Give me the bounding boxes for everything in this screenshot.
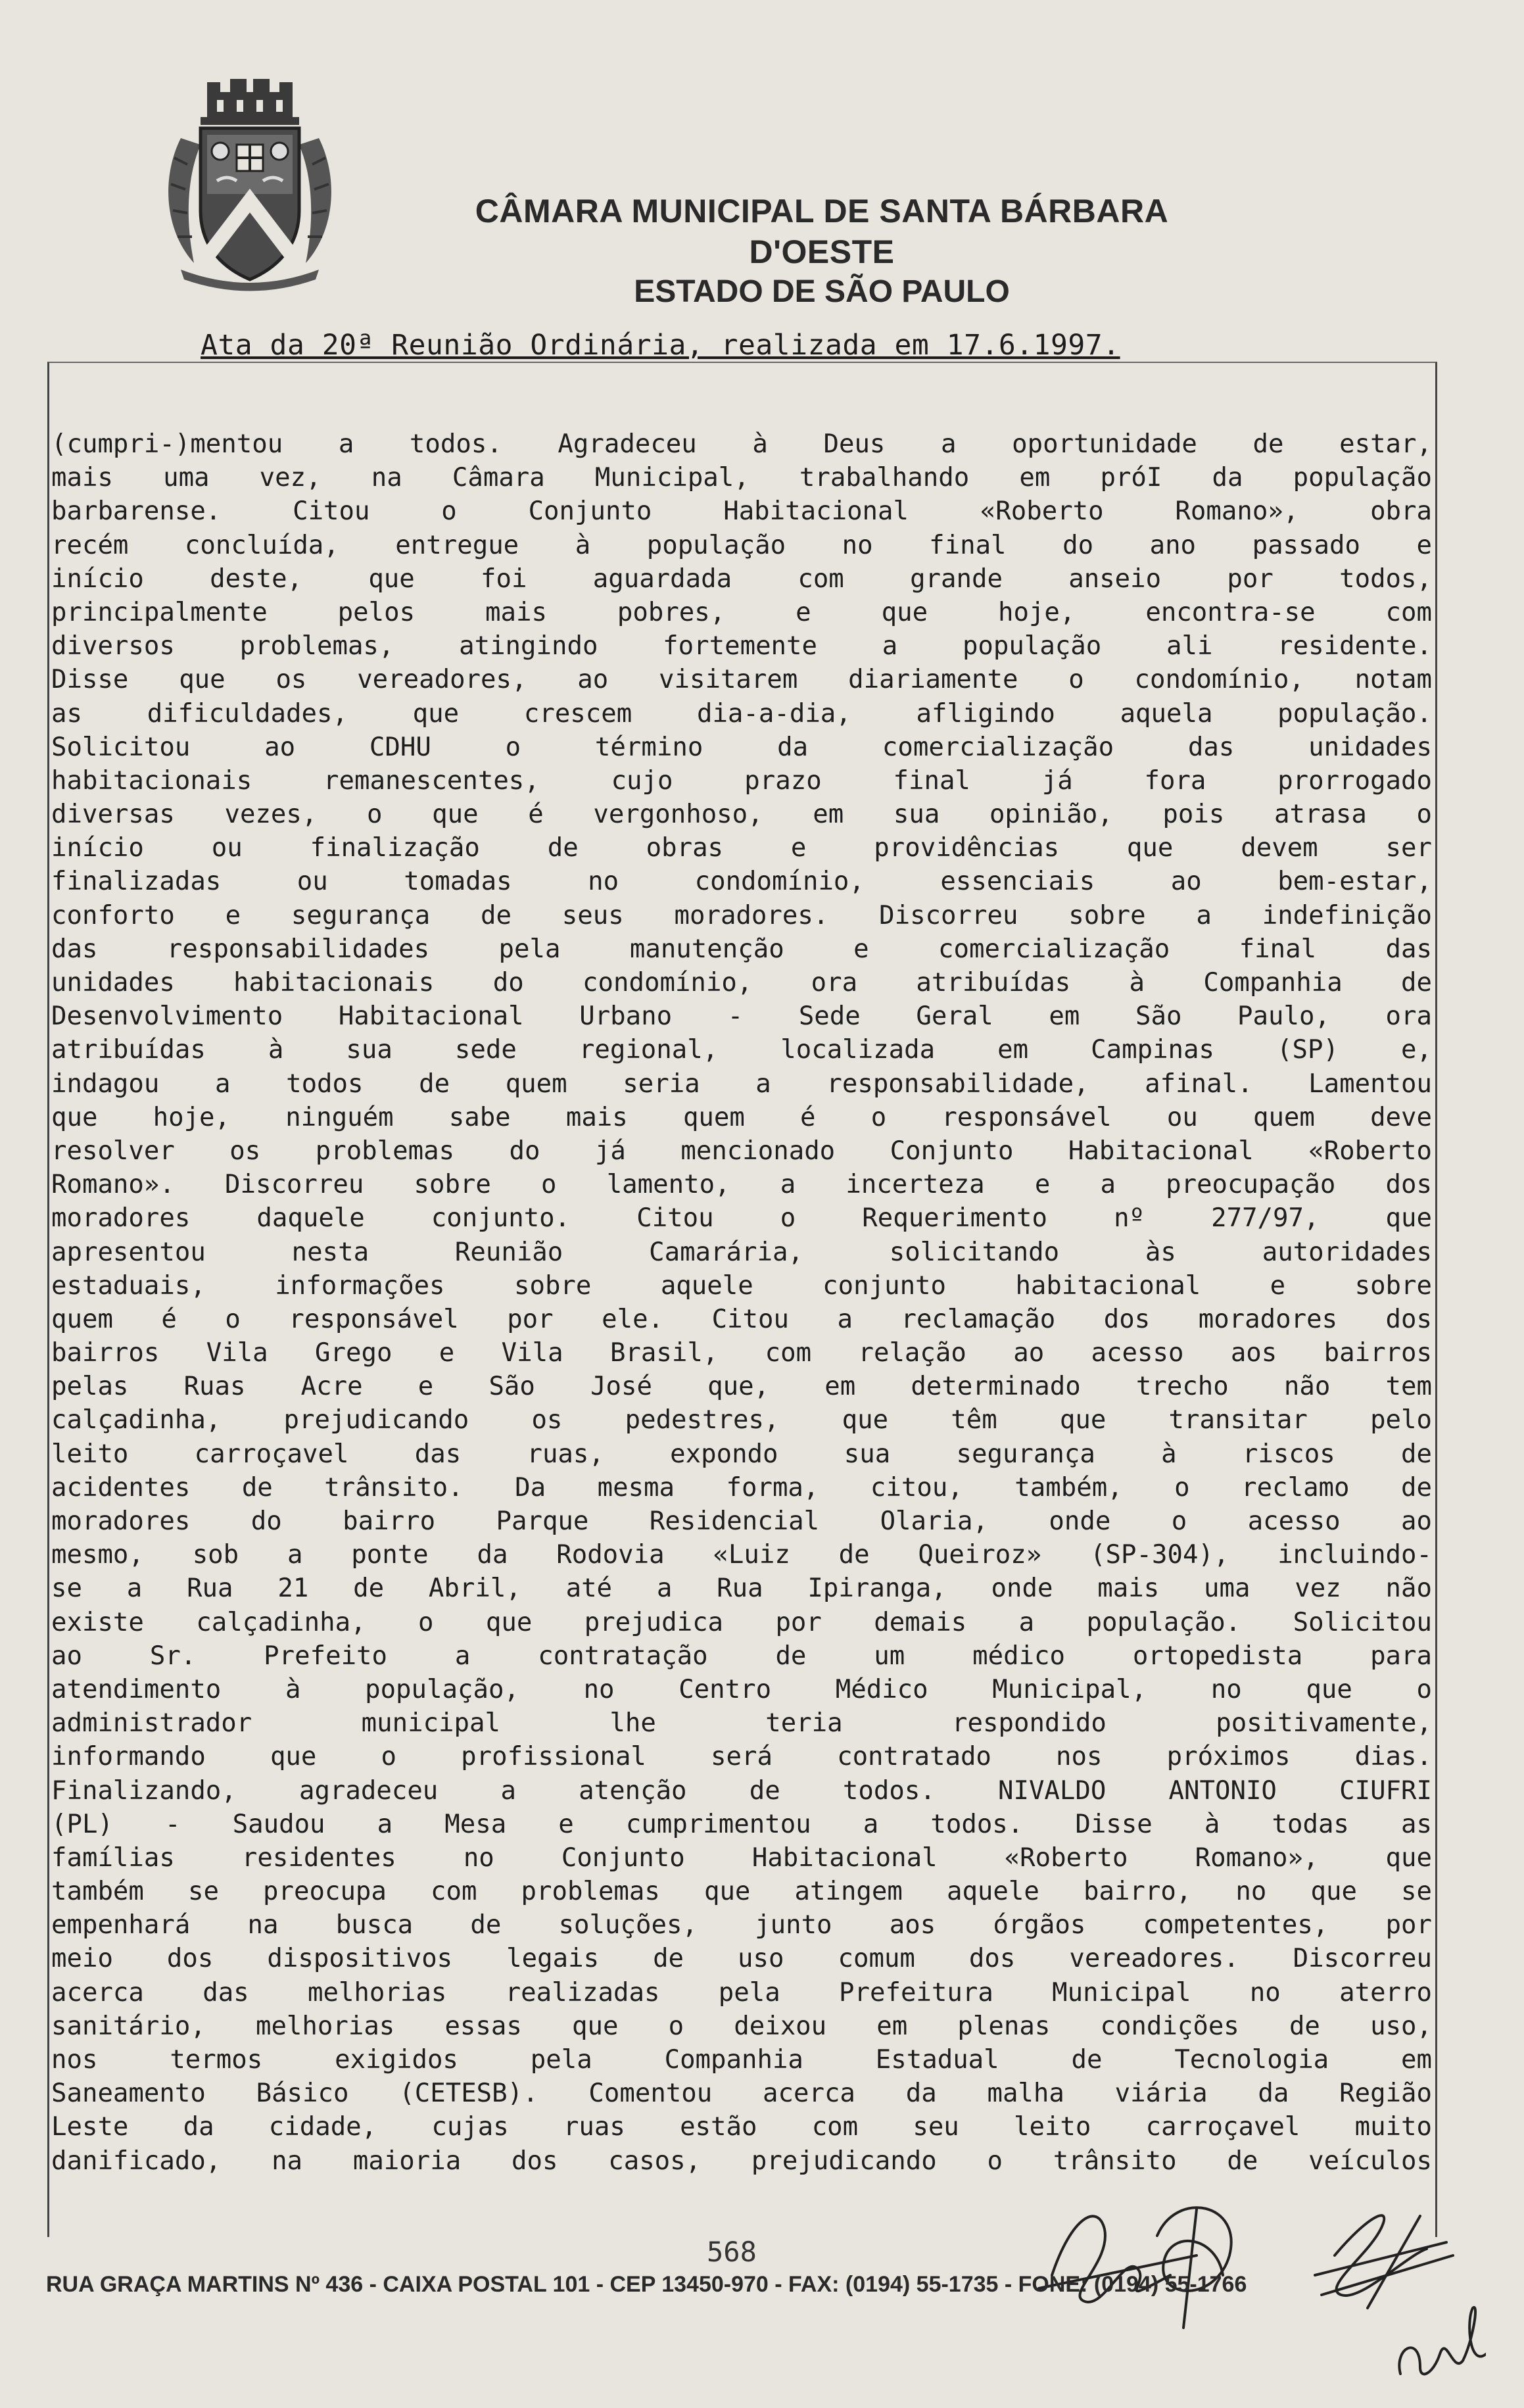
text-line: quem é o responsável por ele. Citou a reclamação dos moradores dos — [51, 1304, 1432, 1334]
text-line: empenhará na busca de soluções, junto aos órgãos competentes, por — [51, 1910, 1432, 1940]
text-line: atribuídas à sua sede regional, localizada em Campinas (SP) e, — [51, 1035, 1432, 1065]
text-line: finalizadas ou tomadas no condomínio, essenciais ao bem-estar, — [51, 867, 1432, 897]
text-line: informando que o profissional será contratado nos próximos dias. — [51, 1742, 1432, 1772]
text-line: habitacionais remanescentes, cujo prazo final já fora prorrogado — [51, 765, 1432, 796]
text-line: das responsabilidades pela manutenção e comercialização final das — [51, 934, 1432, 964]
text-line: resolver os problemas do já mencionado Conjunto Habitacional «Roberto — [51, 1136, 1432, 1166]
text-line: Disse que os vereadores, ao visitarem diariamente o condomínio, notam — [51, 665, 1432, 695]
text-line: barbarense. Citou o Conjunto Habitacional «Roberto Romano», obra — [51, 496, 1432, 527]
coat-of-arms-icon — [155, 79, 345, 296]
text-line: diversas vezes, o que é vergonhoso, em sua opinião, pois atrasa o — [51, 800, 1432, 830]
text-line: indagou a todos de quem seria a responsabilidade, afinal. Lamentou — [51, 1069, 1432, 1099]
state-name: ESTADO DE SÃO PAULO — [634, 274, 1010, 309]
text-line: principalmente pelos mais pobres, e que hoje, encontra-se com — [51, 597, 1432, 627]
text-line: ao Sr. Prefeito a contratação de um médico ortopedista para — [51, 1641, 1432, 1671]
text-line: diversos problemas, atingindo fortemente a população ali residente. — [51, 631, 1432, 662]
text-line: Desenvolvimento Habitacional Urbano - Sede Geral em São Paulo, ora — [51, 1001, 1432, 1032]
text-line: existe calçadinha, o que prejudica por demais a população. Solicitou — [51, 1607, 1432, 1637]
text-line: estaduais, informações sobre aquele conjunto habitacional e sobre — [51, 1270, 1432, 1301]
text-line: bairros Vila Grego e Vila Brasil, com relação ao acesso aos bairros — [51, 1338, 1432, 1368]
text-line: nos termos exigidos pela Companhia Estadual de Tecnologia em — [51, 2045, 1432, 2075]
text-line: atendimento à população, no Centro Médico Municipal, no que o — [51, 1674, 1432, 1704]
text-line: Saneamento Básico (CETESB). Comentou acerca da malha viária da Região — [51, 2079, 1432, 2109]
text-line: unidades habitacionais do condomínio, ora atribuídas à Companhia de — [51, 968, 1432, 998]
text-line: Romano». Discorreu sobre o lamento, a incerteza e a preocupação dos — [51, 1170, 1432, 1200]
text-line: conforto e segurança de seus moradores. Discorreu sobre a indefinição — [51, 900, 1432, 930]
text-line: administrador municipal lhe teria respondido positivamente, — [51, 1708, 1432, 1739]
text-line: início ou finalização de obras e providências que devem ser — [51, 833, 1432, 863]
text-line: pelas Ruas Acre e São José que, em determinado trecho não tem — [51, 1372, 1432, 1402]
text-line: famílias residentes no Conjunto Habitacional «Roberto Romano», que — [51, 1842, 1432, 1873]
text-line: moradores do bairro Parque Residencial Olaria, onde o acesso ao — [51, 1506, 1432, 1536]
letterhead — [408, 191, 1236, 312]
text-line: Solicitou ao CDHU o término da comercialização das unidades — [51, 732, 1432, 762]
text-line: (PL) - Saudou a Mesa e cumprimentou a todos. Disse à todas as — [51, 1809, 1432, 1839]
text-line: que hoje, ninguém sabe mais quem é o responsável ou quem deve — [51, 1102, 1432, 1132]
text-line: também se preocupa com problemas que atingem aquele bairro, no que se — [51, 1877, 1432, 1907]
text-line: danificado, na maioria dos casos, prejudicando o trânsito de veículos — [51, 2146, 1432, 2176]
page-number: 568 — [707, 2236, 757, 2268]
text-line: sanitário, melhorias essas que o deixou em plenas condições de uso, — [51, 2011, 1432, 2041]
text-line: leito carroçavel das ruas, expondo sua segurança à riscos de — [51, 1439, 1432, 1469]
minutes-body — [51, 427, 1432, 2178]
text-line: acidentes de trânsito. Da mesma forma, citou, também, o reclamo de — [51, 1472, 1432, 1503]
text-line: acerca das melhorias realizadas pela Prefeitura Municipal no aterro — [51, 1977, 1432, 2008]
text-line: se a Rua 21 de Abril, até a Rua Ipiranga, onde mais uma vez não — [51, 1574, 1432, 1604]
text-line: as dificuldades, que crescem dia-a-dia, afligindo aquela população. — [51, 698, 1432, 729]
text-line: apresentou nesta Reunião Camarária, solicitando às autoridades — [51, 1237, 1432, 1267]
text-line: recém concluída, entregue à população no final do ano passado e — [51, 530, 1432, 560]
document-title: Ata da 20ª Reunião Ordinária, realizada em 17.6.1997. — [201, 329, 1120, 362]
footer-address: RUA GRAÇA MARTINS Nº 436 - CAIXA POSTAL 101 - CEP 13450-970 - FAX: (0194) 55-1735 - FONE: (0194) 55-1766 — [46, 2272, 1247, 2297]
text-line: (cumpri-)mentou a todos. Agradeceu à Deus a oportunidade de estar, — [51, 429, 1432, 459]
text-line: mesmo, sob a ponte da Rodovia «Luiz de Queiroz» (SP-304), incluindo- — [51, 1540, 1432, 1570]
text-line: Finalizando, agradeceu a atenção de todos. NIVALDO ANTONIO CIUFRI — [51, 1775, 1432, 1806]
text-line: calçadinha, prejudicando os pedestres, que têm que transitar pelo — [51, 1405, 1432, 1435]
text-line: Leste da cidade, cujas ruas estão com seu leito carroçavel muito — [51, 2112, 1432, 2142]
institution-name: CÂMARA MUNICIPAL DE SANTA BÁRBARA D'OESTE — [475, 193, 1169, 270]
text-line: moradores daquele conjunto. Citou o Requerimento nº 277/97, que — [51, 1203, 1432, 1234]
text-line: início deste, que foi aguardada com grande anseio por todos, — [51, 564, 1432, 594]
text-line: meio dos dispositivos legais de uso comum dos vereadores. Discorreu — [51, 1944, 1432, 1974]
text-line: mais uma vez, na Câmara Municipal, trabalhando em próI da população — [51, 463, 1432, 493]
